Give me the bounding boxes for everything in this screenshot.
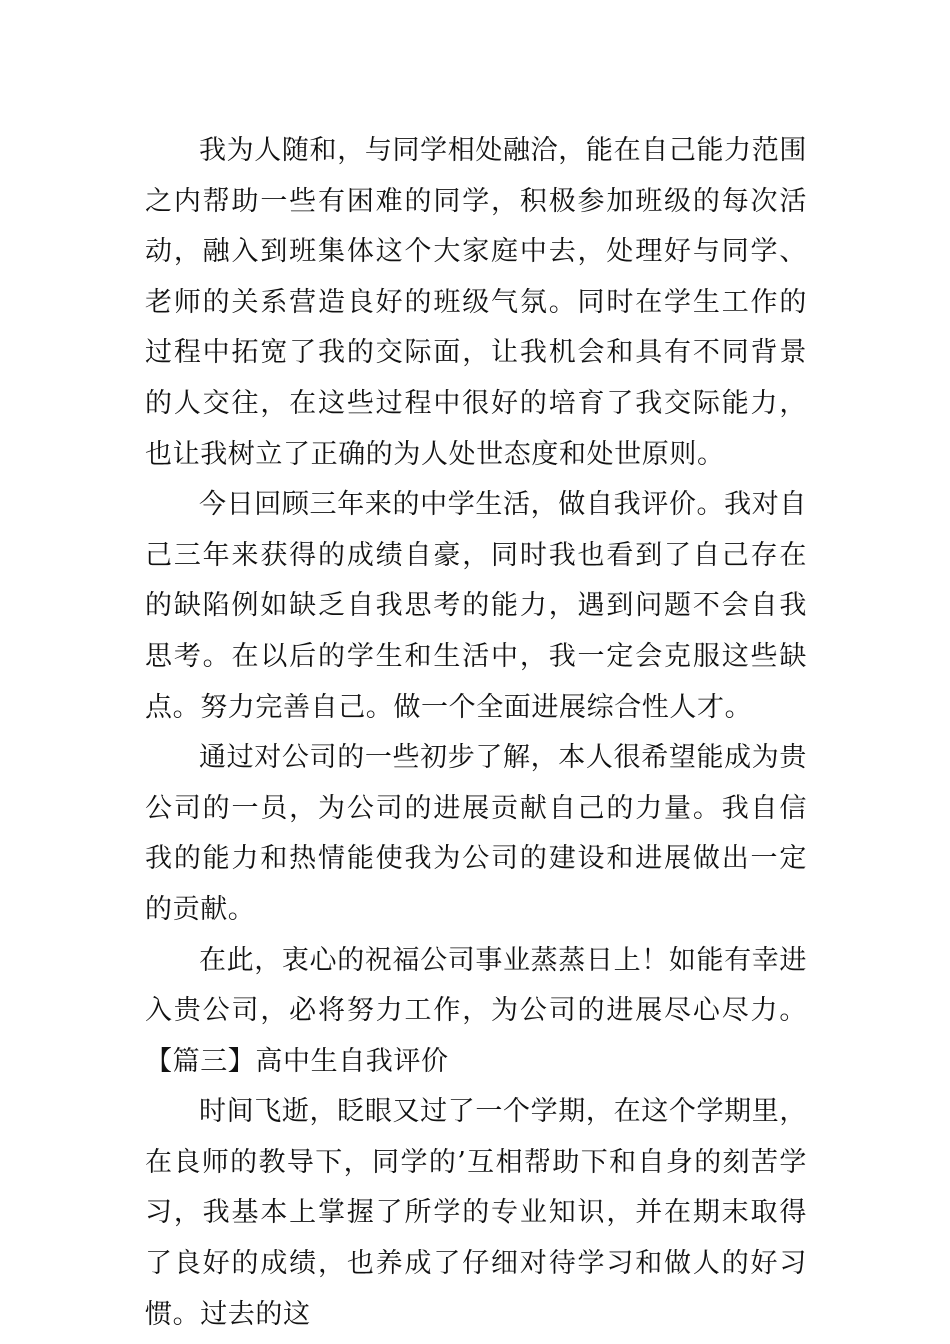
paragraph-4: 在此，衷心的祝福公司事业蒸蒸日上！如能有幸进入贵公司，必将努力工作，为公司的进展尽心尽力。【篇三】高中生自我评价 [145,944,807,1077]
paragraph-1: 我为人随和，与同学相处融洽，能在自己能力范围之内帮助一些有困难的同学，积极参加班级的每次活动，融入到班集体这个大家庭中去，处理好与同学、老师的关系营造良好的班级气氛。同时在学生工作的过程中拓宽了我的交际面，让我机会和具有不同背景的人交往，在这些过程中很好的培育了我交际能力，也让我树立了正确的为人处世态度和处世原则。 [145,135,807,470]
paragraph-5: 时间飞逝，眨眼又过了一个学期，在这个学期里，在良师的教导下，同学的’互相帮助下和自身的刻苦学习，我基本上掌握了所学的专业知识，并在期末取得了良好的成绩，也养成了仔细对待学习和做人的好习惯。过去的这 [145,1096,807,1330]
document-body [145,126,807,1340]
paragraph-3: 通过对公司的一些初步了解，本人很希望能成为贵公司的一员，为公司的进展贡献自己的力量。我自信我的能力和热情能使我为公司的建设和进展做出一定的贡献。 [145,742,807,925]
paragraph-2: 今日回顾三年来的中学生活，做自我评价。我对自己三年来获得的成绩自豪，同时我也看到了自己存在的缺陷例如缺乏自我思考的能力，遇到问题不会自我思考。在以后的学生和生活中，我一定会克服这些缺点。努力完善自己。做一个全面进展综合性人才。 [145,489,807,723]
